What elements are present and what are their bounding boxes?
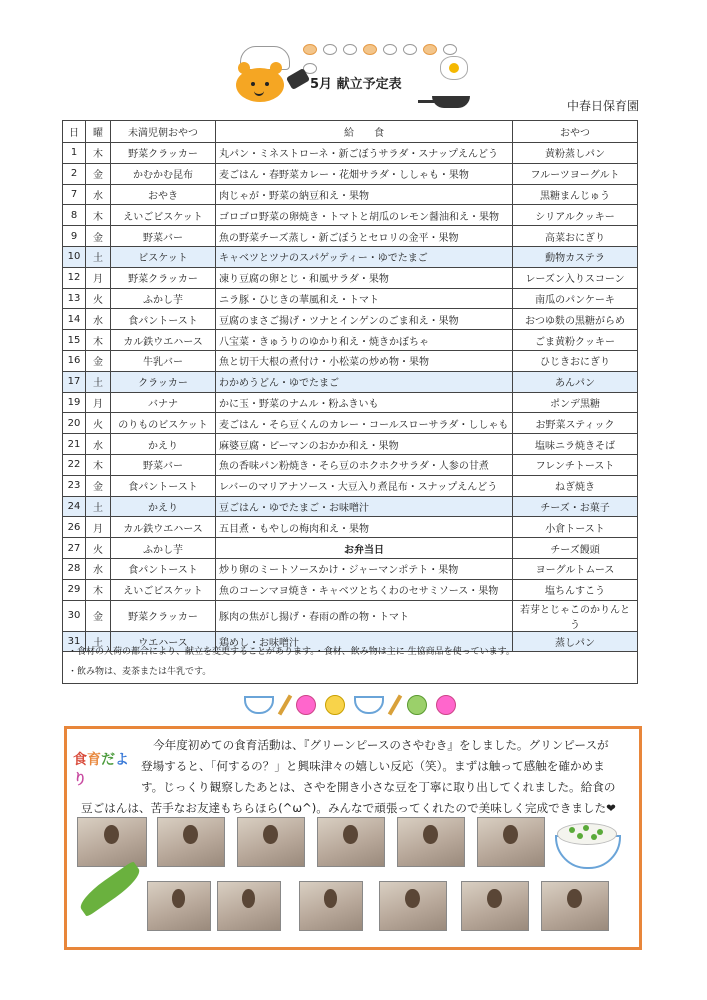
table-row <box>63 143 638 164</box>
cell-morning-snack: 食パントースト <box>111 309 216 330</box>
cell-weekday: 土 <box>86 246 111 267</box>
activity-photo <box>379 881 447 931</box>
smiley-face-icon <box>296 695 316 715</box>
table-row <box>63 226 638 247</box>
cell-weekday: 木 <box>86 579 111 600</box>
cell-day: 16 <box>63 350 86 371</box>
cell-day: 8 <box>63 205 86 226</box>
cell-morning-snack: 野菜バー <box>111 226 216 247</box>
activity-photo <box>157 817 225 867</box>
cell-day: 26 <box>63 517 86 538</box>
cell-lunch: 鶏めし・お味噌汁 <box>216 631 513 652</box>
cell-weekday: 土 <box>86 496 111 517</box>
cell-afternoon-snack: ねぎ焼き <box>513 475 638 496</box>
cell-day: 17 <box>63 371 86 392</box>
egg-decoration <box>300 40 470 54</box>
table-row <box>63 538 638 559</box>
table-row <box>63 475 638 496</box>
cell-lunch: 麻婆豆腐・ピーマンのおかか和え・果物 <box>216 434 513 455</box>
cell-lunch: お弁当日 <box>216 538 513 559</box>
cell-lunch: かに玉・野菜のナムル・粉ふきいも <box>216 392 513 413</box>
cell-morning-snack: クラッカー <box>111 371 216 392</box>
cell-lunch: 豆腐のまさご揚げ・ツナとインゲンのごま和え・果物 <box>216 309 513 330</box>
cell-afternoon-snack: 若芽とじゃこのかりんとう <box>513 600 638 631</box>
cell-morning-snack: かえり <box>111 434 216 455</box>
table-row <box>63 350 638 371</box>
cell-day: 12 <box>63 267 86 288</box>
chopsticks-icon <box>388 694 402 715</box>
table-row <box>63 309 638 330</box>
menu-notes <box>62 638 638 684</box>
cell-lunch: キャベツとツナのスパゲッティー・ゆでたまご <box>216 246 513 267</box>
table-row <box>63 246 638 267</box>
story-line-4: 豆ごはんは、苦手なお友達もちらほら(^ω^)。みんなで頑張ってくれたので美味しく完成できました❤ <box>81 801 616 815</box>
food-education-newsletter <box>64 726 642 950</box>
cell-day: 30 <box>63 600 86 631</box>
cell-lunch: ニラ豚・ひじきの華風和え・トマト <box>216 288 513 309</box>
cell-morning-snack: えいごビスケット <box>111 579 216 600</box>
cell-afternoon-snack: 南瓜のパンケーキ <box>513 288 638 309</box>
activity-photo <box>541 881 609 931</box>
table-row <box>63 392 638 413</box>
smiley-face-icon <box>325 695 345 715</box>
note-line-2: ・飲み物は、麦茶または牛乳です。 <box>68 667 212 677</box>
chopsticks-icon <box>278 694 292 715</box>
cell-afternoon-snack: レーズン入りスコーン <box>513 267 638 288</box>
cell-weekday: 金 <box>86 163 111 184</box>
cell-lunch: 肉じゃが・野菜の納豆和え・果物 <box>216 184 513 205</box>
cell-afternoon-snack: 高菜おにぎり <box>513 226 638 247</box>
cell-day: 27 <box>63 538 86 559</box>
newsletter-logo: 食育だより <box>73 752 129 788</box>
menu-table-body <box>63 143 638 652</box>
tableware-decoration <box>244 694 464 722</box>
table-row <box>63 330 638 351</box>
cell-day: 19 <box>63 392 86 413</box>
cell-lunch: レバーのマリアナソース・大豆入り煮昆布・スナップえんどう <box>216 475 513 496</box>
smiley-face-icon <box>407 695 427 715</box>
cell-weekday: 金 <box>86 600 111 631</box>
cell-lunch: わかめうどん・ゆでたまご <box>216 371 513 392</box>
table-row <box>63 434 638 455</box>
cell-day: 28 <box>63 558 86 579</box>
cell-weekday: 水 <box>86 434 111 455</box>
activity-photo <box>77 817 147 867</box>
table-row <box>63 184 638 205</box>
cell-day: 23 <box>63 475 86 496</box>
cell-day: 21 <box>63 434 86 455</box>
cell-lunch: 五目煮・もやしの梅肉和え・果物 <box>216 517 513 538</box>
cell-morning-snack: のりものビスケット <box>111 413 216 434</box>
table-row <box>63 579 638 600</box>
cell-morning-snack: ふかし芋 <box>111 538 216 559</box>
note-line-1: ・食材の入荷の都合により、献立を変更することがあります。・食材、飲み物は主に 生協商品を使っています。 <box>68 647 515 657</box>
cell-afternoon-snack: 小倉トースト <box>513 517 638 538</box>
cell-morning-snack: カル鉄ウエハース <box>111 330 216 351</box>
cell-afternoon-snack: 蒸しパン <box>513 631 638 652</box>
table-row <box>63 163 638 184</box>
cell-lunch: ゴロゴロ野菜の卵焼き・トマトと胡瓜のレモン醤油和え・果物 <box>216 205 513 226</box>
activity-photo <box>237 817 305 867</box>
menu-table <box>62 120 638 652</box>
cell-lunch: 八宝菜・きゅうりのゆかり和え・焼きかぼちゃ <box>216 330 513 351</box>
cell-weekday: 木 <box>86 454 111 475</box>
story-line-1: 今年度初めての食育活動は、『グリーンピースのさやむき』をしました。グリンピースが <box>153 738 609 752</box>
cell-weekday: 土 <box>86 631 111 652</box>
cell-morning-snack: おやき <box>111 184 216 205</box>
cell-morning-snack: かえり <box>111 496 216 517</box>
story-line-2: 登場すると、「何するの？」と興味津々の嬉しい反応（笑）。まずは触って感触を確かめま <box>141 759 605 773</box>
cell-afternoon-snack: チーズ・お菓子 <box>513 496 638 517</box>
cell-morning-snack: 野菜バー <box>111 454 216 475</box>
cell-afternoon-snack: あんパン <box>513 371 638 392</box>
cell-weekday: 金 <box>86 226 111 247</box>
cell-afternoon-snack: 塩ちんすこう <box>513 579 638 600</box>
cell-afternoon-snack: フレンチトースト <box>513 454 638 475</box>
cell-morning-snack: かむかむ昆布 <box>111 163 216 184</box>
cell-afternoon-snack: ポンデ黒糖 <box>513 392 638 413</box>
header-weekday: 曜 <box>86 121 111 143</box>
cell-morning-snack: 食パントースト <box>111 558 216 579</box>
table-row <box>63 454 638 475</box>
table-row <box>63 517 638 538</box>
fried-egg-icon <box>440 56 468 80</box>
header-afternoon-snack: おやつ <box>513 121 638 143</box>
bowl-icon <box>354 696 384 714</box>
cell-weekday: 木 <box>86 205 111 226</box>
cell-afternoon-snack: フルーツヨーグルト <box>513 163 638 184</box>
cell-afternoon-snack: ひじきおにぎり <box>513 350 638 371</box>
cell-day: 22 <box>63 454 86 475</box>
cell-morning-snack: バナナ <box>111 392 216 413</box>
header-morning-snack: 未満児朝おやつ <box>111 121 216 143</box>
cell-afternoon-snack: ヨーグルトムース <box>513 558 638 579</box>
cell-weekday: 月 <box>86 517 111 538</box>
cell-weekday: 水 <box>86 309 111 330</box>
cell-weekday: 木 <box>86 330 111 351</box>
table-row <box>63 413 638 434</box>
cell-weekday: 火 <box>86 413 111 434</box>
header-day: 日 <box>63 121 86 143</box>
cell-lunch: 豚肉の焦がし揚げ・春雨の酢の物・トマト <box>216 600 513 631</box>
cell-weekday: 水 <box>86 184 111 205</box>
cell-morning-snack: 牛乳バー <box>111 350 216 371</box>
activity-photo <box>317 817 385 867</box>
cell-afternoon-snack: チーズ饅頭 <box>513 538 638 559</box>
cell-lunch: 凍り豆腐の卵とじ・和風サラダ・果物 <box>216 267 513 288</box>
smiley-face-icon <box>436 695 456 715</box>
header-lunch: 給 食 <box>216 121 513 143</box>
cell-lunch: 魚の香味パン粉焼き・そら豆のホクホクサラダ・人参の甘煮 <box>216 454 513 475</box>
header <box>0 0 707 118</box>
cell-day: 20 <box>63 413 86 434</box>
cell-weekday: 金 <box>86 475 111 496</box>
cell-afternoon-snack: ごま黄粉クッキー <box>513 330 638 351</box>
newsletter-text <box>81 735 633 819</box>
cell-weekday: 土 <box>86 371 111 392</box>
cell-lunch: 丸パン・ミネストローネ・新ごぼうサラダ・スナップえんどう <box>216 143 513 164</box>
cell-day: 29 <box>63 579 86 600</box>
cell-day: 31 <box>63 631 86 652</box>
pea-rice-bowl-icon <box>555 813 619 869</box>
cell-day: 15 <box>63 330 86 351</box>
cell-weekday: 火 <box>86 288 111 309</box>
cell-morning-snack: カル鉄ウエハース <box>111 517 216 538</box>
cell-weekday: 火 <box>86 538 111 559</box>
activity-photo <box>299 881 363 931</box>
table-row <box>63 558 638 579</box>
cell-afternoon-snack: シリアルクッキー <box>513 205 638 226</box>
cell-lunch: 魚の野菜チーズ蒸し・新ごぼうとセロリの金平・果物 <box>216 226 513 247</box>
cell-day: 1 <box>63 143 86 164</box>
cell-day: 2 <box>63 163 86 184</box>
table-row <box>63 288 638 309</box>
activity-photo <box>147 881 211 931</box>
cell-day: 24 <box>63 496 86 517</box>
cell-weekday: 月 <box>86 392 111 413</box>
pea-pod-icon <box>76 861 145 918</box>
cell-lunch: 魚のコーンマヨ焼き・キャベツとちくわのセサミソース・果物 <box>216 579 513 600</box>
cell-afternoon-snack: 塩味ニラ焼きそば <box>513 434 638 455</box>
cell-afternoon-snack: お野菜スティック <box>513 413 638 434</box>
cell-weekday: 木 <box>86 143 111 164</box>
bowl-icon <box>244 696 274 714</box>
cell-morning-snack: えいごビスケット <box>111 205 216 226</box>
story-line-3: す。じっくり観察したあとは、さやを開き小さな豆を丁寧に取り出してくれました。給食の <box>141 780 616 794</box>
table-row <box>63 496 638 517</box>
cell-afternoon-snack: おつゆ麩の黒糖がらめ <box>513 309 638 330</box>
cell-lunch: 魚と切干大根の煮付け・小松菜の炒め物・果物 <box>216 350 513 371</box>
table-row <box>63 267 638 288</box>
cell-afternoon-snack: 黒糖まんじゅう <box>513 184 638 205</box>
cell-morning-snack: ふかし芋 <box>111 288 216 309</box>
frying-pan-icon <box>432 96 470 108</box>
cell-morning-snack: 食パントースト <box>111 475 216 496</box>
table-row <box>63 371 638 392</box>
cell-weekday: 水 <box>86 558 111 579</box>
cell-lunch: 麦ごはん・春野菜カレー・花畑サラダ・ししゃも・果物 <box>216 163 513 184</box>
cell-day: 14 <box>63 309 86 330</box>
cell-day: 13 <box>63 288 86 309</box>
cell-day: 9 <box>63 226 86 247</box>
activity-photo <box>217 881 281 931</box>
cell-morning-snack: 野菜クラッカー <box>111 600 216 631</box>
table-header-row <box>63 121 638 143</box>
table-row <box>63 205 638 226</box>
cell-weekday: 金 <box>86 350 111 371</box>
nursery-name: 中春日保育園 <box>566 99 639 113</box>
bear-chef-icon <box>236 62 286 102</box>
cell-morning-snack: 野菜クラッカー <box>111 143 216 164</box>
activity-photo <box>461 881 529 931</box>
cell-afternoon-snack: 動物カステラ <box>513 246 638 267</box>
cell-day: 10 <box>63 246 86 267</box>
cell-morning-snack: ビスケット <box>111 246 216 267</box>
cell-day: 7 <box>63 184 86 205</box>
cell-morning-snack: 野菜クラッカー <box>111 267 216 288</box>
cell-weekday: 月 <box>86 267 111 288</box>
activity-photo <box>477 817 545 867</box>
cell-afternoon-snack: 黄粉蒸しパン <box>513 143 638 164</box>
cell-lunch: 炒り卵のミートソースかけ・ジャーマンポテト・果物 <box>216 558 513 579</box>
activity-photo <box>397 817 465 867</box>
table-row <box>63 600 638 631</box>
cell-morning-snack: ウエハース <box>111 631 216 652</box>
page-title: 5月 献立予定表 <box>310 77 402 92</box>
cell-lunch: 豆ごはん・ゆでたまご・お味噌汁 <box>216 496 513 517</box>
cell-lunch: 麦ごはん・そら豆くんのカレー・コールスローサラダ・ししゃも <box>216 413 513 434</box>
